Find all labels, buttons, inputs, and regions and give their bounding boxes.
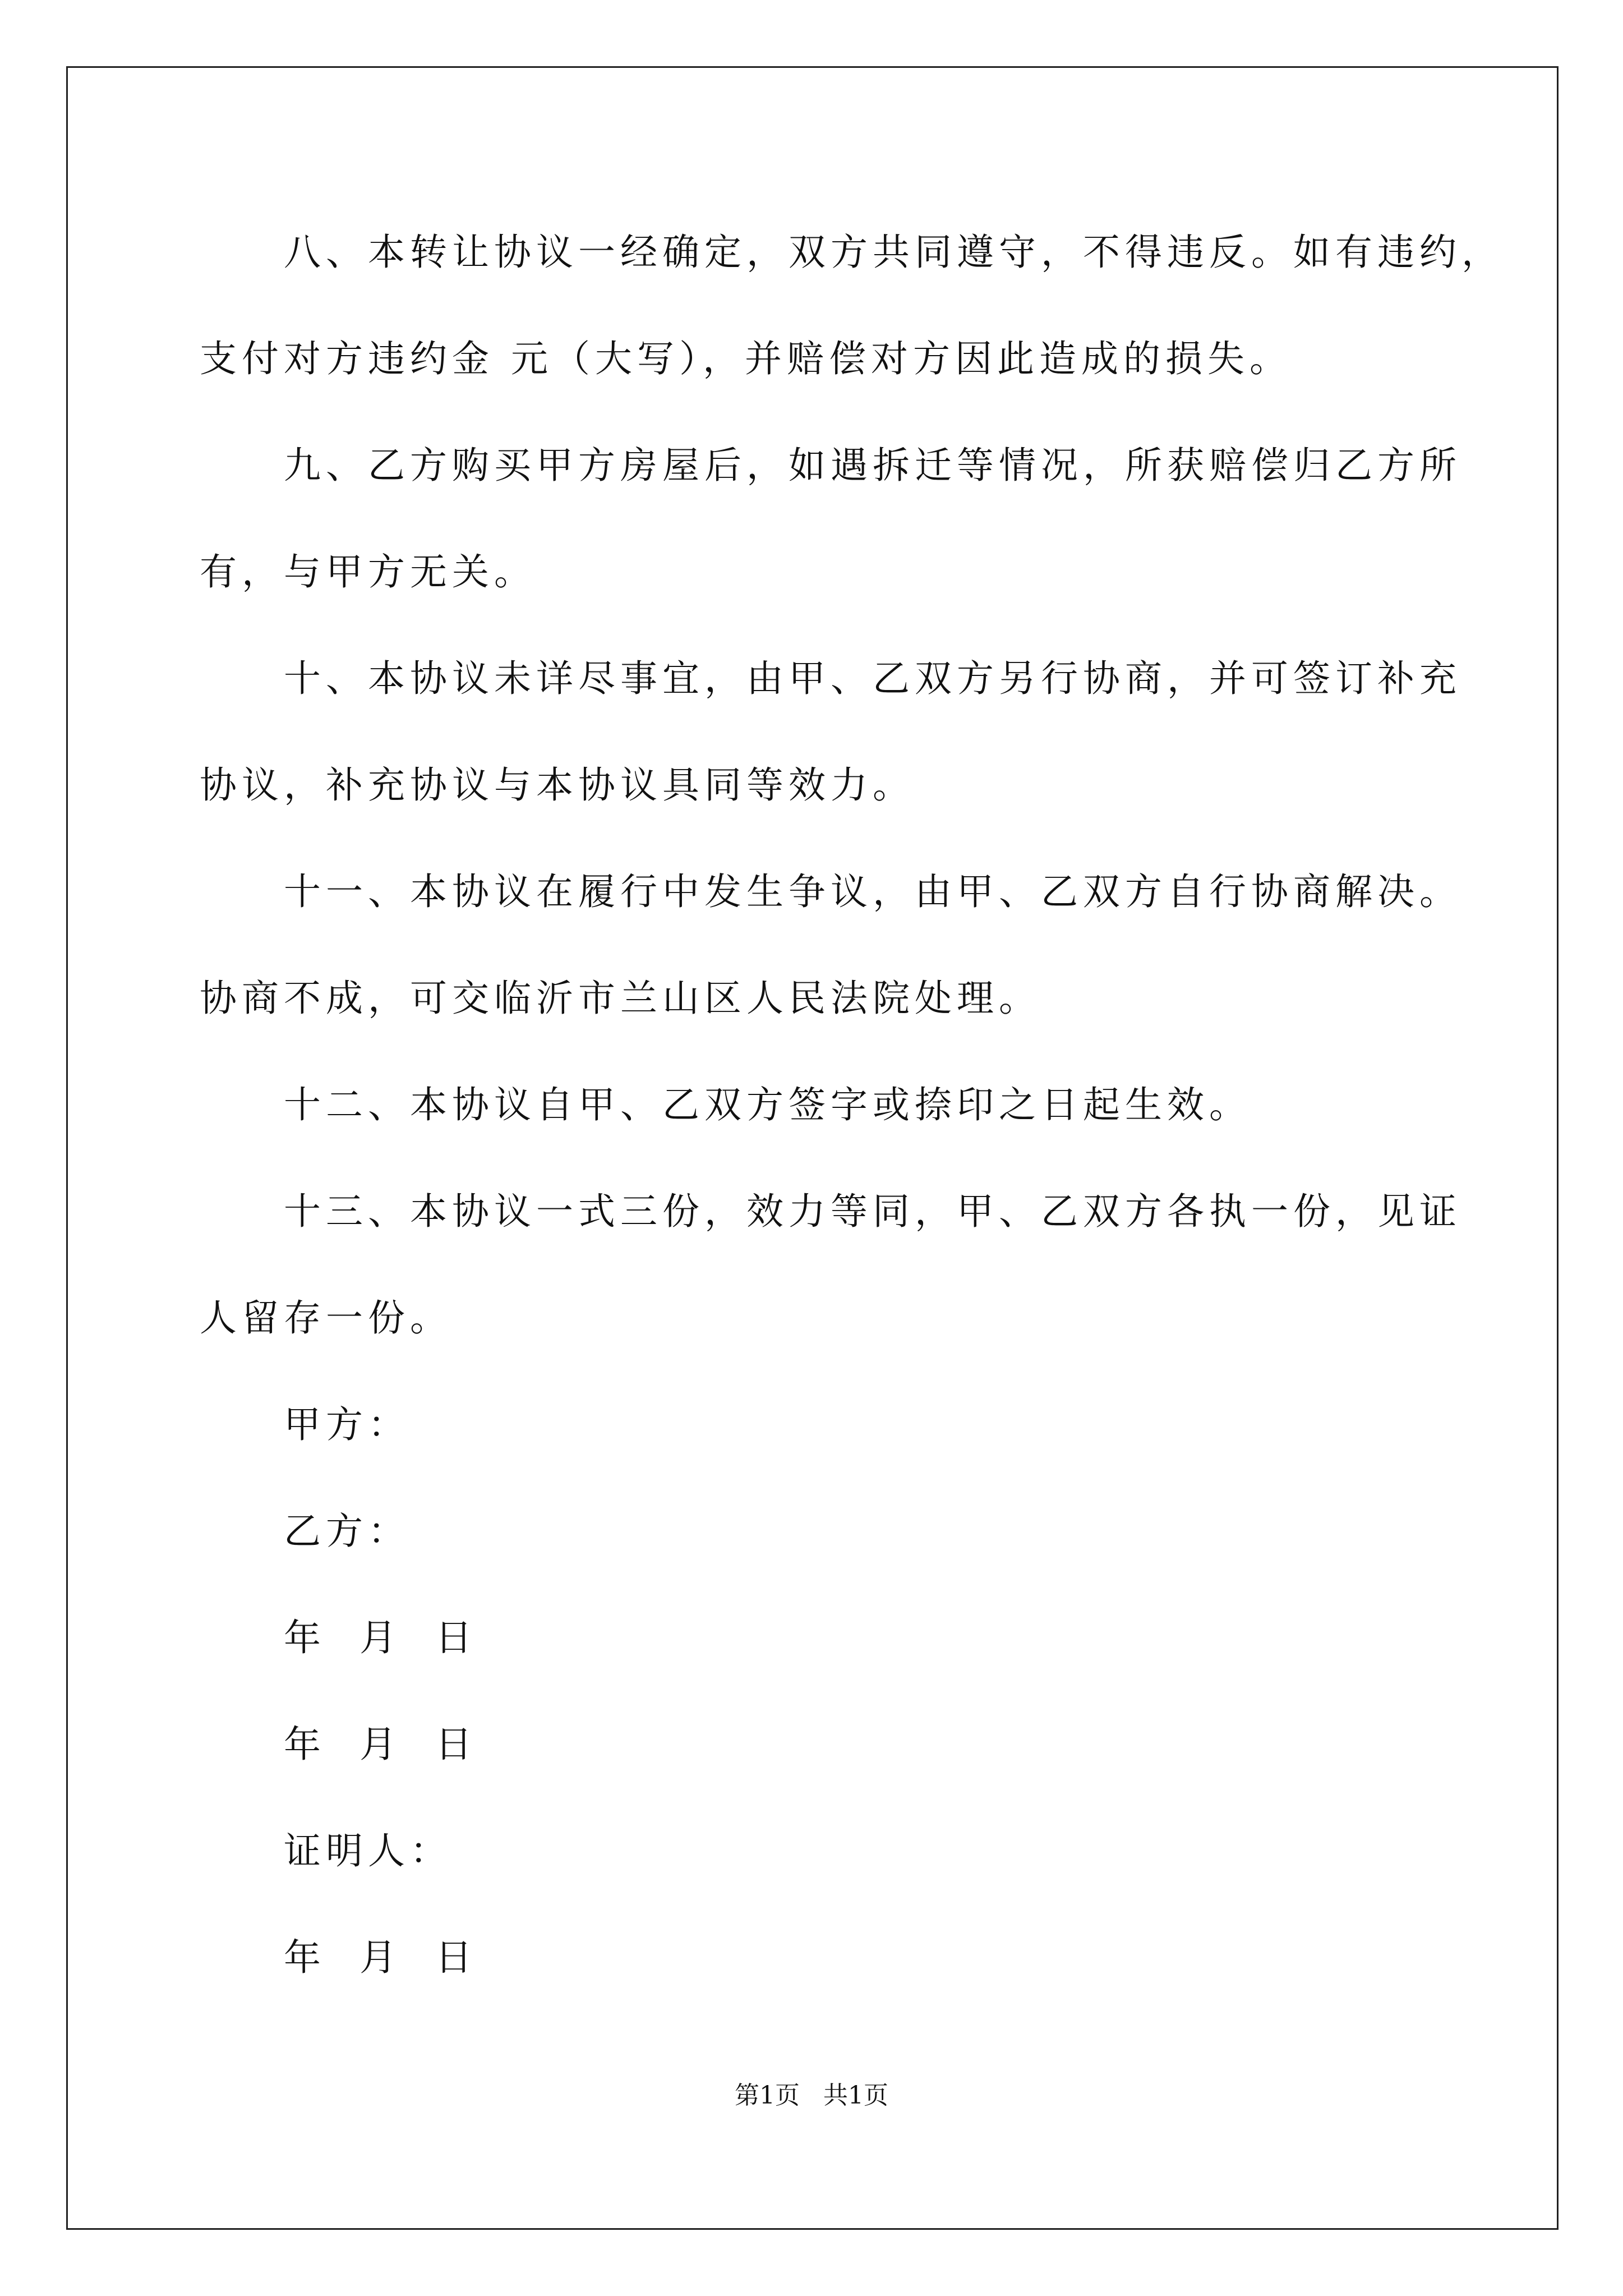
- page-footer: 第1页 共1页: [735, 2081, 888, 2110]
- witness-label: 证明人：: [284, 1829, 452, 1872]
- clause-9-line-2: 有，与甲方无关。: [200, 550, 536, 593]
- date-line-2: 年 月 日: [284, 1723, 477, 1766]
- party-b-label: 乙方：: [284, 1510, 410, 1553]
- clause-13-line-1: 十三、本协议一式三份，效力等同，甲、乙双方各执一份，见证: [284, 1190, 1461, 1233]
- clause-10-line-2: 协议，补充协议与本协议具同等效力。: [200, 763, 915, 807]
- clause-8-line-2: 支付对方违约金 元（大写），并赔偿对方因此造成的损失。: [200, 337, 1292, 380]
- clause-10-line-1: 十、本协议未详尽事宜，由甲、乙双方另行协商，并可签订补充: [284, 657, 1461, 700]
- clause-8-line-1: 八、本转让协议一经确定，双方共同遵守，不得违反。如有违约，: [284, 231, 1504, 274]
- clause-9-line-1: 九、乙方购买甲方房屋后，如遇拆迁等情况，所获赔偿归乙方所: [284, 444, 1461, 487]
- clause-11-line-2: 协商不成，可交临沂市兰山区人民法院处理。: [200, 977, 1041, 1020]
- clause-12-line-1: 十二、本协议自甲、乙双方签字或捺印之日起生效。: [284, 1083, 1251, 1126]
- clause-13-line-2: 人留存一份。: [200, 1296, 452, 1340]
- page-border: [66, 66, 1559, 2230]
- date-line-3: 年 月 日: [284, 1936, 477, 1979]
- date-line-1: 年 月 日: [284, 1616, 477, 1659]
- party-a-label: 甲方：: [284, 1403, 410, 1446]
- clause-11-line-1: 十一、本协议在履行中发生争议，由甲、乙双方自行协商解决。: [284, 870, 1461, 913]
